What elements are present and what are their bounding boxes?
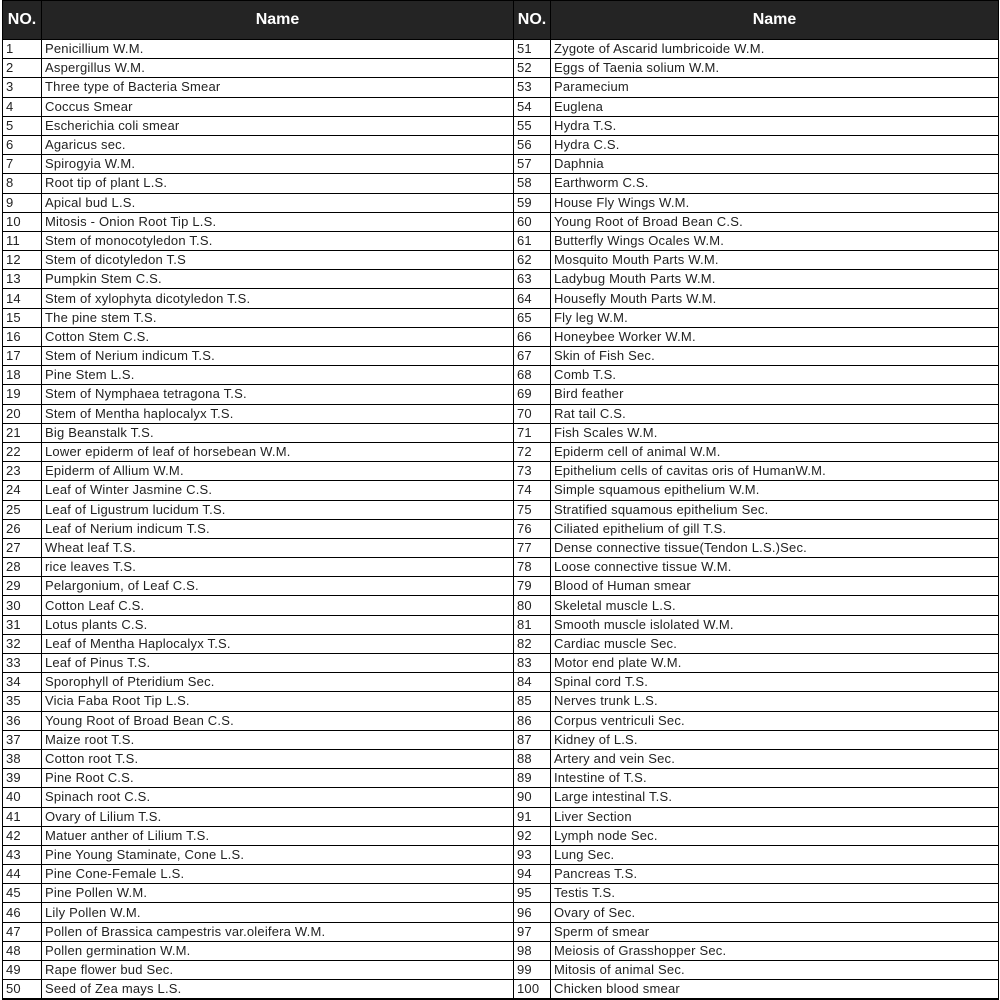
row-number-left: 7 [3, 155, 42, 174]
row-number-right: 84 [514, 673, 551, 692]
row-name-right: Dense connective tissue(Tendon L.S.)Sec. [551, 538, 999, 557]
row-number-left: 19 [3, 385, 42, 404]
row-name-left: Mitosis - Onion Root Tip L.S. [42, 212, 514, 231]
row-name-right: Lymph node Sec. [551, 826, 999, 845]
row-name-right: Motor end plate W.M. [551, 654, 999, 673]
row-name-left: Pine Cone-Female L.S. [42, 865, 514, 884]
row-name-left: Cotton root T.S. [42, 749, 514, 768]
row-name-left: Wheat leaf T.S. [42, 538, 514, 557]
row-number-right: 64 [514, 289, 551, 308]
row-name-left: Maize root T.S. [42, 730, 514, 749]
table-row [3, 59, 999, 78]
row-name-left: Leaf of Pinus T.S. [42, 654, 514, 673]
row-number-right: 60 [514, 212, 551, 231]
row-number-left: 35 [3, 692, 42, 711]
row-name-left: Spinach root C.S. [42, 788, 514, 807]
row-name-left: Pine Stem L.S. [42, 366, 514, 385]
row-number-left: 27 [3, 538, 42, 557]
row-name-left: Pine Pollen W.M. [42, 884, 514, 903]
row-number-right: 96 [514, 903, 551, 922]
row-number-right: 97 [514, 922, 551, 941]
row-name-right: Epithelium cells of cavitas oris of HumanW.M. [551, 462, 999, 481]
row-name-left: Stem of Nymphaea tetragona T.S. [42, 385, 514, 404]
table-row [3, 730, 999, 749]
row-name-left: Sporophyll of Pteridium Sec. [42, 673, 514, 692]
row-number-right: 82 [514, 634, 551, 653]
row-number-right: 52 [514, 59, 551, 78]
row-number-left: 21 [3, 423, 42, 442]
row-name-right: Skeletal muscle L.S. [551, 596, 999, 615]
row-number-left: 33 [3, 654, 42, 673]
row-number-left: 10 [3, 212, 42, 231]
table-row [3, 442, 999, 461]
row-number-left: 3 [3, 78, 42, 97]
row-number-right: 85 [514, 692, 551, 711]
row-number-right: 73 [514, 462, 551, 481]
row-name-right: Large intestinal T.S. [551, 788, 999, 807]
row-number-right: 89 [514, 769, 551, 788]
row-number-right: 74 [514, 481, 551, 500]
table-row [3, 865, 999, 884]
row-number-right: 57 [514, 155, 551, 174]
row-name-right: Intestine of T.S. [551, 769, 999, 788]
row-name-left: Penicillium W.M. [42, 40, 514, 59]
table-row [3, 462, 999, 481]
row-number-right: 63 [514, 270, 551, 289]
row-name-right: House Fly Wings W.M. [551, 193, 999, 212]
row-number-left: 36 [3, 711, 42, 730]
table-row [3, 941, 999, 960]
table-row [3, 366, 999, 385]
row-name-left: Spirogyia W.M. [42, 155, 514, 174]
row-name-right: Earthworm C.S. [551, 174, 999, 193]
table-row [3, 385, 999, 404]
row-number-right: 65 [514, 308, 551, 327]
row-name-right: Honeybee Worker W.M. [551, 327, 999, 346]
row-name-right: Daphnia [551, 155, 999, 174]
row-number-right: 71 [514, 423, 551, 442]
row-name-left: Three type of Bacteria Smear [42, 78, 514, 97]
row-name-left: Cotton Stem C.S. [42, 327, 514, 346]
table-row [3, 519, 999, 538]
row-number-left: 18 [3, 366, 42, 385]
row-number-right: 94 [514, 865, 551, 884]
row-name-right: Paramecium [551, 78, 999, 97]
row-name-left: Pumpkin Stem C.S. [42, 270, 514, 289]
row-name-left: Stem of dicotyledon T.S [42, 251, 514, 270]
row-number-left: 12 [3, 251, 42, 270]
row-name-right: Stratified squamous epithelium Sec. [551, 500, 999, 519]
row-name-right: Simple squamous epithelium W.M. [551, 481, 999, 500]
slide-list-table-container [2, 0, 998, 1000]
table-row [3, 423, 999, 442]
row-name-right: Chicken blood smear [551, 980, 999, 1000]
row-name-right: Ladybug Mouth Parts W.M. [551, 270, 999, 289]
table-row [3, 212, 999, 231]
row-name-left: Leaf of Nerium indicum T.S. [42, 519, 514, 538]
header-no-right: NO. [514, 1, 551, 40]
row-name-right: Cardiac muscle Sec. [551, 634, 999, 653]
table-row [3, 500, 999, 519]
row-name-right: Sperm of smear [551, 922, 999, 941]
row-number-left: 17 [3, 347, 42, 366]
row-name-right: Hydra C.S. [551, 135, 999, 154]
table-row [3, 634, 999, 653]
row-number-right: 75 [514, 500, 551, 519]
table-row [3, 615, 999, 634]
table-row [3, 711, 999, 730]
row-name-right: Fish Scales W.M. [551, 423, 999, 442]
table-row [3, 807, 999, 826]
row-number-left: 1 [3, 40, 42, 59]
row-number-right: 95 [514, 884, 551, 903]
row-number-left: 48 [3, 941, 42, 960]
row-name-left: Lower epiderm of leaf of horsebean W.M. [42, 442, 514, 461]
row-number-left: 26 [3, 519, 42, 538]
table-row [3, 538, 999, 557]
row-name-left: Young Root of Broad Bean C.S. [42, 711, 514, 730]
row-name-right: Nerves trunk L.S. [551, 692, 999, 711]
row-name-left: Leaf of Ligustrum lucidum T.S. [42, 500, 514, 519]
row-name-left: Ovary of Lilium T.S. [42, 807, 514, 826]
row-name-left: Stem of Mentha haplocalyx T.S. [42, 404, 514, 423]
header-no-left: NO. [3, 1, 42, 40]
row-number-left: 11 [3, 231, 42, 250]
row-number-right: 87 [514, 730, 551, 749]
row-name-left: Apical bud L.S. [42, 193, 514, 212]
row-number-left: 28 [3, 558, 42, 577]
table-body [3, 40, 999, 1000]
row-number-left: 5 [3, 116, 42, 135]
row-number-right: 92 [514, 826, 551, 845]
row-name-left: Leaf of Winter Jasmine C.S. [42, 481, 514, 500]
row-number-right: 93 [514, 845, 551, 864]
row-number-left: 42 [3, 826, 42, 845]
table-row [3, 116, 999, 135]
table-row [3, 654, 999, 673]
row-number-right: 72 [514, 442, 551, 461]
row-number-right: 67 [514, 347, 551, 366]
row-number-right: 51 [514, 40, 551, 59]
row-number-right: 69 [514, 385, 551, 404]
row-number-left: 40 [3, 788, 42, 807]
row-number-left: 34 [3, 673, 42, 692]
row-name-right: Testis T.S. [551, 884, 999, 903]
row-name-left: Matuer anther of Lilium T.S. [42, 826, 514, 845]
row-number-left: 44 [3, 865, 42, 884]
table-row [3, 193, 999, 212]
row-name-left: Agaricus sec. [42, 135, 514, 154]
row-name-left: Pollen of Brassica campestris var.oleifera W.M. [42, 922, 514, 941]
table-row [3, 596, 999, 615]
row-number-right: 58 [514, 174, 551, 193]
table-row [3, 788, 999, 807]
row-name-right: Ovary of Sec. [551, 903, 999, 922]
table-row [3, 769, 999, 788]
row-name-left: Cotton Leaf C.S. [42, 596, 514, 615]
row-name-right: Zygote of Ascarid lumbricoide W.M. [551, 40, 999, 59]
row-name-right: Smooth muscle islolated W.M. [551, 615, 999, 634]
row-number-left: 29 [3, 577, 42, 596]
table-row [3, 558, 999, 577]
table-row [3, 980, 999, 1000]
table-row [3, 155, 999, 174]
row-name-left: Vicia Faba Root Tip L.S. [42, 692, 514, 711]
table-row [3, 308, 999, 327]
table-row [3, 481, 999, 500]
row-number-right: 59 [514, 193, 551, 212]
row-number-right: 56 [514, 135, 551, 154]
row-number-left: 2 [3, 59, 42, 78]
row-name-right: Mitosis of animal Sec. [551, 961, 999, 980]
row-name-right: Eggs of Taenia solium W.M. [551, 59, 999, 78]
row-name-right: Rat tail C.S. [551, 404, 999, 423]
row-number-left: 37 [3, 730, 42, 749]
row-name-right: Hydra T.S. [551, 116, 999, 135]
row-name-right: Corpus ventriculi Sec. [551, 711, 999, 730]
row-number-right: 66 [514, 327, 551, 346]
row-number-left: 23 [3, 462, 42, 481]
row-number-left: 14 [3, 289, 42, 308]
row-name-right: Skin of Fish Sec. [551, 347, 999, 366]
table-header-row [3, 1, 999, 40]
table-row [3, 903, 999, 922]
row-number-right: 81 [514, 615, 551, 634]
row-number-left: 41 [3, 807, 42, 826]
table-row [3, 270, 999, 289]
row-name-left: Aspergillus W.M. [42, 59, 514, 78]
row-name-right: Euglena [551, 97, 999, 116]
row-name-left: Coccus Smear [42, 97, 514, 116]
row-name-right: Ciliated epithelium of gill T.S. [551, 519, 999, 538]
row-name-left: rice leaves T.S. [42, 558, 514, 577]
row-number-left: 13 [3, 270, 42, 289]
row-number-left: 39 [3, 769, 42, 788]
row-number-right: 77 [514, 538, 551, 557]
table-row [3, 251, 999, 270]
row-number-left: 15 [3, 308, 42, 327]
row-name-right: Fly leg W.M. [551, 308, 999, 327]
row-number-right: 54 [514, 97, 551, 116]
row-name-right: Spinal cord T.S. [551, 673, 999, 692]
row-number-right: 99 [514, 961, 551, 980]
row-number-right: 53 [514, 78, 551, 97]
row-name-left: Seed of Zea mays L.S. [42, 980, 514, 1000]
row-name-left: Escherichia coli smear [42, 116, 514, 135]
header-name-left: Name [42, 1, 514, 40]
row-number-right: 68 [514, 366, 551, 385]
row-name-left: Rape flower bud Sec. [42, 961, 514, 980]
table-row [3, 347, 999, 366]
row-number-left: 16 [3, 327, 42, 346]
row-name-left: Pine Young Staminate, Cone L.S. [42, 845, 514, 864]
row-name-left: Lotus plants C.S. [42, 615, 514, 634]
table-row [3, 961, 999, 980]
row-name-right: Kidney of L.S. [551, 730, 999, 749]
table-row [3, 135, 999, 154]
row-number-right: 80 [514, 596, 551, 615]
row-name-right: Comb T.S. [551, 366, 999, 385]
row-name-right: Housefly Mouth Parts W.M. [551, 289, 999, 308]
table-row [3, 884, 999, 903]
table-row [3, 174, 999, 193]
table-row [3, 231, 999, 250]
row-number-left: 30 [3, 596, 42, 615]
row-name-right: Meiosis of Grasshopper Sec. [551, 941, 999, 960]
row-number-left: 32 [3, 634, 42, 653]
table-row [3, 78, 999, 97]
row-name-right: Pancreas T.S. [551, 865, 999, 884]
row-number-right: 55 [514, 116, 551, 135]
row-number-left: 45 [3, 884, 42, 903]
row-number-left: 38 [3, 749, 42, 768]
row-number-right: 76 [514, 519, 551, 538]
row-name-right: Liver Section [551, 807, 999, 826]
row-name-right: Blood of Human smear [551, 577, 999, 596]
row-number-left: 25 [3, 500, 42, 519]
row-number-left: 4 [3, 97, 42, 116]
row-number-left: 49 [3, 961, 42, 980]
row-name-right: Epiderm cell of animal W.M. [551, 442, 999, 461]
row-number-left: 43 [3, 845, 42, 864]
row-name-left: Lily Pollen W.M. [42, 903, 514, 922]
table-row [3, 327, 999, 346]
row-name-left: Pine Root C.S. [42, 769, 514, 788]
row-number-right: 70 [514, 404, 551, 423]
row-number-right: 88 [514, 749, 551, 768]
table-row [3, 97, 999, 116]
row-name-right: Artery and vein Sec. [551, 749, 999, 768]
row-name-left: Pollen germination W.M. [42, 941, 514, 960]
table-row [3, 692, 999, 711]
row-name-right: Young Root of Broad Bean C.S. [551, 212, 999, 231]
row-name-right: Loose connective tissue W.M. [551, 558, 999, 577]
row-name-left: Stem of Nerium indicum T.S. [42, 347, 514, 366]
row-number-right: 100 [514, 980, 551, 1000]
row-name-left: Epiderm of Allium W.M. [42, 462, 514, 481]
row-number-right: 62 [514, 251, 551, 270]
table-row [3, 845, 999, 864]
row-number-right: 86 [514, 711, 551, 730]
table-row [3, 404, 999, 423]
row-number-right: 61 [514, 231, 551, 250]
row-number-right: 79 [514, 577, 551, 596]
specimen-table [2, 0, 999, 1000]
table-row [3, 922, 999, 941]
row-number-left: 22 [3, 442, 42, 461]
row-name-right: Butterfly Wings Ocales W.M. [551, 231, 999, 250]
table-row [3, 289, 999, 308]
table-row [3, 749, 999, 768]
row-number-right: 91 [514, 807, 551, 826]
table-row [3, 826, 999, 845]
row-name-left: Leaf of Mentha Haplocalyx T.S. [42, 634, 514, 653]
row-number-left: 8 [3, 174, 42, 193]
row-number-left: 47 [3, 922, 42, 941]
header-name-right: Name [551, 1, 999, 40]
row-number-left: 50 [3, 980, 42, 1000]
row-name-left: The pine stem T.S. [42, 308, 514, 327]
row-name-left: Big Beanstalk T.S. [42, 423, 514, 442]
row-name-right: Bird feather [551, 385, 999, 404]
row-name-right: Mosquito Mouth Parts W.M. [551, 251, 999, 270]
row-number-left: 9 [3, 193, 42, 212]
row-number-left: 20 [3, 404, 42, 423]
row-name-left: Stem of xylophyta dicotyledon T.S. [42, 289, 514, 308]
row-number-right: 98 [514, 941, 551, 960]
row-name-left: Root tip of plant L.S. [42, 174, 514, 193]
row-number-left: 6 [3, 135, 42, 154]
table-row [3, 577, 999, 596]
row-number-right: 90 [514, 788, 551, 807]
row-number-right: 78 [514, 558, 551, 577]
row-number-left: 31 [3, 615, 42, 634]
row-name-left: Pelargonium, of Leaf C.S. [42, 577, 514, 596]
row-name-left: Stem of monocotyledon T.S. [42, 231, 514, 250]
row-number-left: 24 [3, 481, 42, 500]
table-row [3, 673, 999, 692]
row-number-left: 46 [3, 903, 42, 922]
row-number-right: 83 [514, 654, 551, 673]
row-name-right: Lung Sec. [551, 845, 999, 864]
table-row [3, 40, 999, 59]
